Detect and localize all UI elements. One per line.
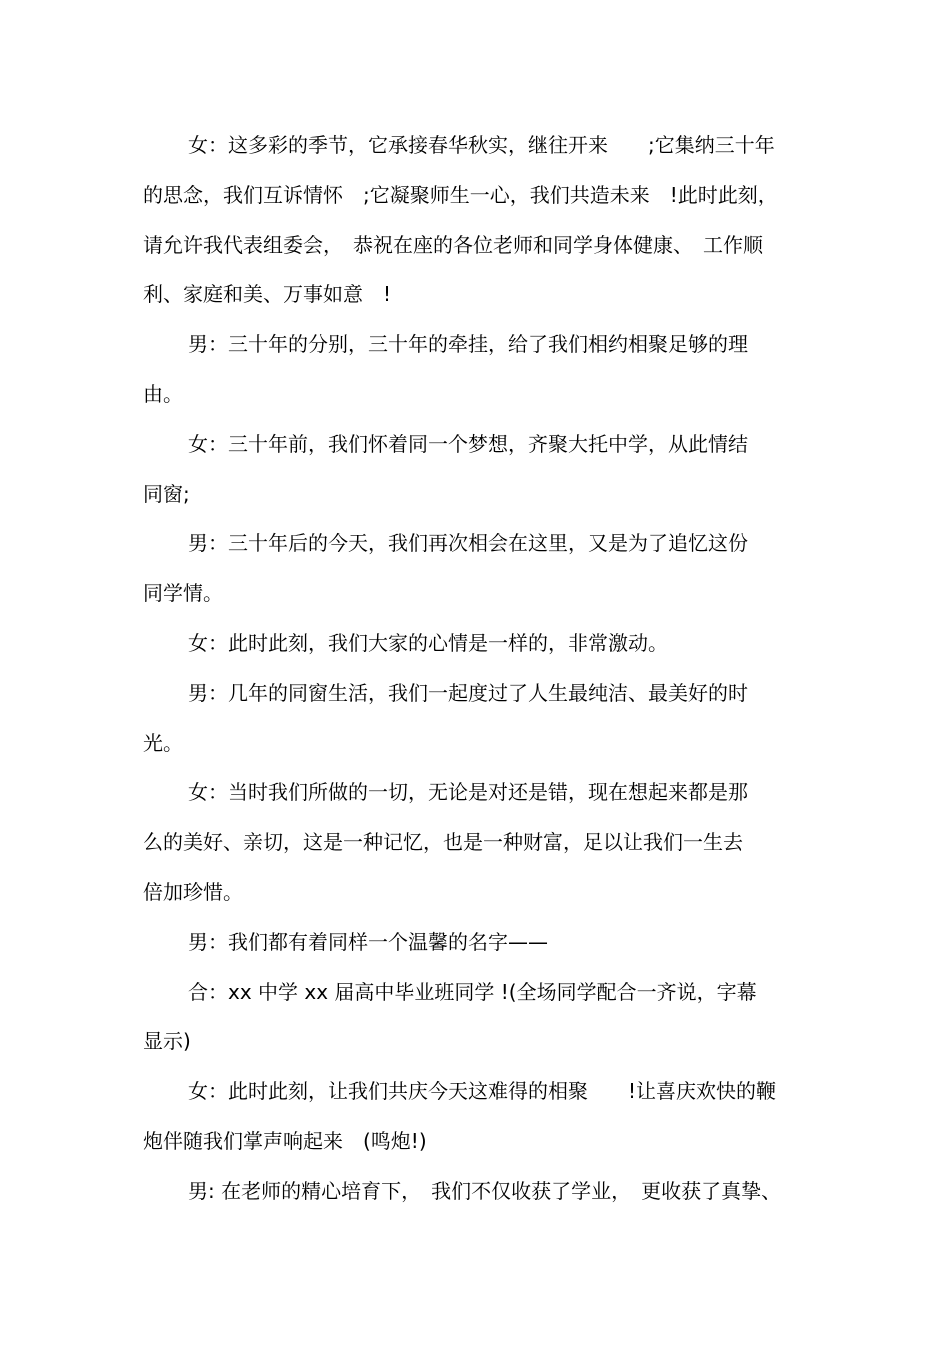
text-line: 女：此时此刻，我们大家的心情是一样的，非常激动。: [188, 631, 668, 655]
text-line: 由。: [143, 382, 183, 406]
text-line: 炮伴随我们掌声响起来 (鸣炮!): [143, 1129, 427, 1153]
text-line: 请允许我代表组委会， 恭祝在座的各位老师和同学身体健康、 工作顺: [143, 233, 763, 257]
text-line: 女：这多彩的季节，它承接春华秋实，继往开来 ;它集纳三十年: [188, 133, 775, 157]
text-line: 利、家庭和美、万事如意 !: [143, 282, 392, 306]
text-line: 的思念，我们互诉情怀 ;它凝聚师生一心，我们共造未来 !此时此刻，: [143, 183, 778, 207]
text-line: 女：此时此刻，让我们共庆今天这难得的相聚 !让喜庆欢快的鞭: [188, 1079, 777, 1103]
text-line: 男：三十年后的今天，我们再次相会在这里，又是为了追忆这份: [188, 531, 748, 555]
text-line: 女：当时我们所做的一切，无论是对还是错，现在想起来都是那: [188, 780, 748, 804]
text-line: 男：我们都有着同样一个温馨的名字——: [188, 930, 548, 954]
text-line: 同学情。: [143, 581, 223, 605]
text-line: 男: 在老师的精心培育下， 我们不仅收获了学业， 更收获了真挚、: [188, 1179, 782, 1203]
text-line: 显示): [143, 1029, 191, 1053]
text-line: 合：xx 中学 xx 届高中毕业班同学 !(全场同学配合一齐说，字幕: [188, 980, 757, 1004]
text-line: 倍加珍惜。: [143, 880, 243, 904]
text-line: 女：三十年前，我们怀着同一个梦想，齐聚大托中学，从此情结: [188, 432, 748, 456]
text-line: 同窗;: [143, 482, 190, 506]
text-line: 男：三十年的分别，三十年的牵挂，给了我们相约相聚足够的理: [188, 332, 748, 356]
text-line: 男：几年的同窗生活，我们一起度过了人生最纯洁、最美好的时: [188, 681, 748, 705]
text-line: 么的美好、亲切，这是一种记忆，也是一种财富，足以让我们一生去: [143, 830, 743, 854]
text-line: 光。: [143, 731, 183, 755]
